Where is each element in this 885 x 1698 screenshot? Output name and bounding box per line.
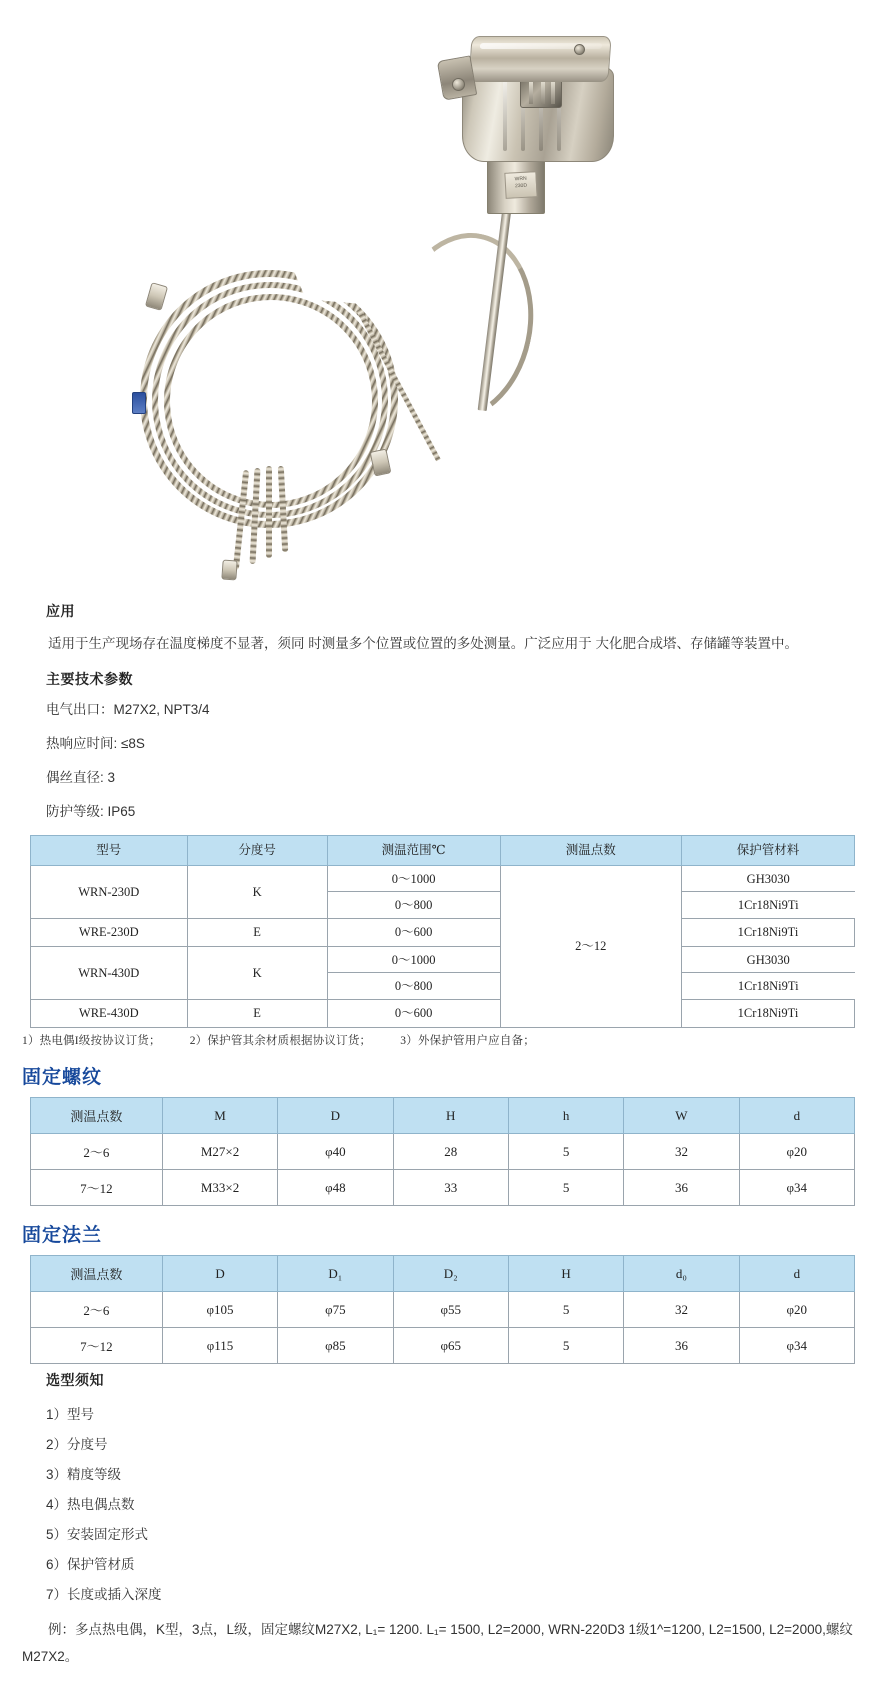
list-item: 5）安装固定形式: [46, 1527, 149, 1542]
cell-range: 0～1000: [328, 866, 500, 892]
table-row: [31, 1292, 855, 1328]
cell-h: 5: [508, 1328, 623, 1364]
cell-grade: K: [187, 866, 327, 919]
cell-material: GH3030: [682, 947, 855, 973]
table-row: [31, 1000, 855, 1028]
cell-points: 2～6: [31, 1292, 163, 1328]
cell-d0: 36: [624, 1328, 739, 1364]
table-row: [31, 1134, 855, 1170]
tech-params-heading: 主要技术参数: [46, 671, 133, 687]
thread-section-heading: 固定螺纹: [22, 1067, 103, 1088]
cell-d: φ115: [162, 1328, 277, 1364]
col-points: 测温点数: [31, 1098, 163, 1134]
col-range: 测温范围℃: [327, 836, 500, 866]
col-d: D: [162, 1256, 277, 1292]
cell-range: 0～800: [394, 898, 433, 912]
col-d-small: d: [739, 1098, 854, 1134]
cell-grade: K: [187, 947, 327, 1000]
selection-guide-heading: 选型须知: [46, 1372, 104, 1388]
list-item: 2）分度号: [46, 1437, 108, 1452]
cell-h-small: 5: [508, 1134, 623, 1170]
cell-h: 5: [508, 1292, 623, 1328]
cell-range-group: [327, 947, 500, 1000]
list-item: 3）精度等级: [46, 1467, 122, 1482]
specification-table: [30, 835, 855, 1028]
footnote-3: 3）外保护管用户应自备；: [400, 1035, 535, 1047]
col-d-small: d: [739, 1256, 854, 1292]
cell-range: 0～1000: [328, 947, 500, 973]
cell-w: 32: [624, 1134, 739, 1170]
application-paragraph: 适用于生产现场存在温度梯度不显著，须同 时测量多个位置或位置的多处测量。广泛应用于 大化肥合成塔、存储罐等装置中。: [48, 636, 798, 651]
cell-points: 7～12: [31, 1328, 163, 1364]
cell-model: WRE-430D: [31, 1000, 188, 1028]
col-h-small: h: [508, 1098, 623, 1134]
col-d-big: D: [278, 1098, 393, 1134]
spec-table-footnotes: [22, 1032, 863, 1048]
list-item: 4）热电偶点数: [46, 1497, 135, 1512]
col-w: W: [624, 1098, 739, 1134]
cell-model: WRE-230D: [31, 919, 188, 947]
col-points: 测温点数: [31, 1256, 163, 1292]
list-item: 7）长度或插入深度: [46, 1587, 162, 1602]
cell-d0: 32: [624, 1292, 739, 1328]
cell-grade: E: [187, 1000, 327, 1028]
cell-range: 0～600: [327, 1000, 500, 1028]
cable-tail-3: [266, 466, 272, 558]
col-points: 测温点数: [500, 836, 681, 866]
spec-table-header-row: [31, 836, 855, 866]
cell-d: φ105: [162, 1292, 277, 1328]
cell-h-big: 28: [393, 1134, 508, 1170]
col-h: H: [508, 1256, 623, 1292]
col-model: 型号: [31, 836, 188, 866]
col-d0: d₀: [624, 1256, 739, 1292]
tech-param-wire-diameter: 偶丝直径: 3: [46, 770, 116, 785]
list-item: 1）型号: [46, 1407, 95, 1422]
cell-model: WRN-430D: [31, 947, 188, 1000]
tech-param-response-time: 热响应时间: ≤8S: [46, 736, 145, 751]
flange-section-heading: 固定法兰: [22, 1225, 103, 1246]
cell-material-group: [681, 947, 854, 1000]
cell-d-small: φ34: [739, 1170, 854, 1206]
cell-d-big: φ40: [278, 1134, 393, 1170]
cable-blue-tag: [132, 392, 146, 414]
cell-range: 0～600: [327, 919, 500, 947]
col-grade: 分度号: [187, 836, 327, 866]
cell-material-group: [681, 866, 854, 919]
selection-guide-list: [22, 1400, 863, 1610]
head-screw-right-icon: [574, 44, 585, 55]
thread-table-wrapper: [30, 1097, 855, 1206]
product-photo: [0, 0, 885, 595]
cell-range: 0～800: [394, 979, 433, 993]
product-photo-stage: [0, 0, 885, 595]
spec-table-wrapper: [30, 835, 855, 1028]
col-material: 保护管材料: [681, 836, 854, 866]
footnote-2: 2）保护管其余材质根据协议订货；: [189, 1035, 372, 1047]
col-h-big: H: [393, 1098, 508, 1134]
cell-points-merged: 2～12: [500, 866, 681, 1028]
cell-material: 1Cr18Ni9Ti: [681, 1000, 854, 1028]
thread-table-header-row: [31, 1098, 855, 1134]
cell-material: 1Cr18Ni9Ti: [737, 898, 799, 912]
application-heading: 应用: [46, 603, 75, 619]
cell-d-small: φ20: [739, 1134, 854, 1170]
cell-points: 7～12: [31, 1170, 163, 1206]
tech-param-electrical-outlet: 电气出口：M27X2, NPT3/4: [46, 702, 210, 717]
col-d2: D₂: [393, 1256, 508, 1292]
table-row: [31, 947, 855, 1000]
selection-guide-example: 例：多点热电偶，K型，3点，L级，固定螺纹M27X2, L₁= 1200. L₁= 1500, L2=2000, WRN-220D3 1级1^=1200, L2=1500, L2=2000,螺纹M27X2。: [22, 1622, 853, 1664]
cable-clip-3: [221, 560, 237, 581]
cell-d2: φ65: [393, 1328, 508, 1364]
table-row: [31, 1328, 855, 1364]
cell-grade: E: [187, 919, 327, 947]
cell-d-small: φ34: [739, 1328, 854, 1364]
col-d1: D₁: [278, 1256, 393, 1292]
document-content: [0, 601, 885, 1698]
cable-clip-1: [145, 282, 168, 311]
connection-head-cap: [468, 36, 611, 82]
tech-param-protection-grade: 防护等级: IP65: [46, 804, 136, 819]
cell-h-big: 33: [393, 1170, 508, 1206]
cell-m: M27×2: [162, 1134, 277, 1170]
table-row: [31, 1170, 855, 1206]
cell-points: 2～6: [31, 1134, 163, 1170]
flange-table-header-row: [31, 1256, 855, 1292]
col-m: M: [162, 1098, 277, 1134]
cell-range-group: [327, 866, 500, 919]
list-item: 6）保护管材质: [46, 1557, 135, 1572]
cell-model: WRN-230D: [31, 866, 188, 919]
table-row: [31, 866, 855, 919]
fixed-thread-table: [30, 1097, 855, 1206]
table-row: [31, 919, 855, 947]
cell-material: 1Cr18Ni9Ti: [681, 919, 854, 947]
footnote-1: 1）热电偶I级按协议订货；: [22, 1035, 161, 1047]
cell-w: 36: [624, 1170, 739, 1206]
head-screw-left-icon: [452, 78, 465, 91]
flange-table-wrapper: [30, 1255, 855, 1364]
cell-h-small: 5: [508, 1170, 623, 1206]
cell-m: M33×2: [162, 1170, 277, 1206]
cell-material: GH3030: [682, 866, 855, 892]
cell-d2: φ55: [393, 1292, 508, 1328]
cell-material: 1Cr18Ni9Ti: [737, 979, 799, 993]
cell-d1: φ75: [278, 1292, 393, 1328]
cell-d-small: φ20: [739, 1292, 854, 1328]
fixed-flange-table: [30, 1255, 855, 1364]
cell-d-big: φ48: [278, 1170, 393, 1206]
cell-d1: φ85: [278, 1328, 393, 1364]
nameplate-label: WRN 230D: [504, 171, 537, 199]
